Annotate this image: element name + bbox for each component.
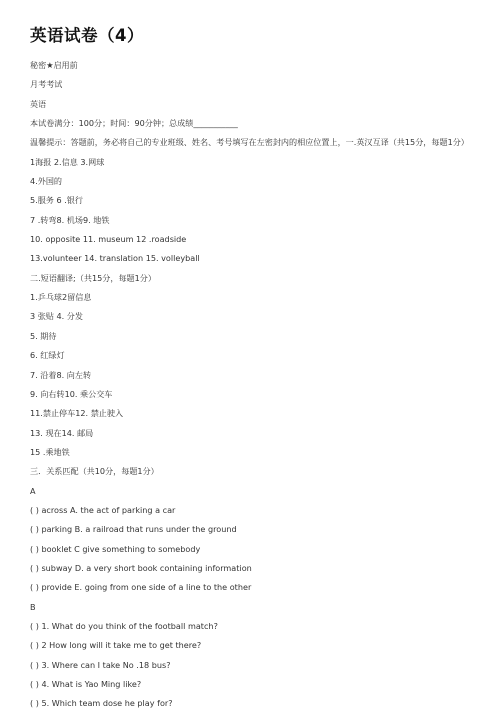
text-line: 秘密★启用前 bbox=[30, 60, 78, 70]
text-line: 13.volunteer 14. translation 15. volleyball bbox=[30, 253, 200, 264]
text-line: 1.乒乓球2留信息 bbox=[30, 292, 92, 303]
text-line: 5. 期待 bbox=[30, 330, 57, 341]
text-line: ( ) parking B. a railroad that runs under the ground bbox=[30, 524, 237, 535]
text-line: B bbox=[30, 601, 36, 612]
text-line: ( ) booklet C give something to somebody bbox=[30, 543, 201, 554]
text-line: 7 .转弯8. 机场9. 地铁 bbox=[30, 214, 110, 225]
text-line: 本试卷满分：100分；时间：90分钟；总成绩___________ bbox=[30, 118, 238, 129]
text-line: ( ) provide E. going from one side of a line to the other bbox=[30, 582, 252, 593]
text-line: 13. 现在14. 邮局 bbox=[30, 427, 94, 438]
text-line: 3 张贴 4. 分发 bbox=[30, 311, 83, 322]
text-line: 4.外国的 bbox=[30, 176, 63, 187]
text-line: 温馨提示：答题前，务必将自己的专业班级、姓名、考号填写在左密封内的相应位置上，一.英汉互译（共15分，每题1分） bbox=[30, 137, 469, 148]
text-line: 1海报 2.信息 3.网球 bbox=[30, 156, 105, 167]
text-line: 7. 沿着8. 向左转 bbox=[30, 369, 92, 380]
text-line: 5.服务 6 .银行 bbox=[30, 195, 83, 206]
text-line: ( ) 2 How long will it take me to get there? bbox=[30, 640, 202, 651]
text-line: 15 .乘地铁 bbox=[30, 446, 70, 457]
text-line: 月考考试 bbox=[30, 79, 63, 90]
text-line: ( ) 3. Where can I take No .18 bus? bbox=[30, 659, 171, 670]
document-body bbox=[30, 56, 500, 714]
text-line: 三．关系匹配（共10分，每题1分） bbox=[30, 466, 159, 477]
text-line: ( ) 4. What is Yao Ming like? bbox=[30, 679, 142, 689]
text-line: 10. opposite 11. museum 12 .roadside bbox=[30, 234, 187, 245]
text-line: 英语 bbox=[30, 98, 47, 109]
text-line: 11.禁止停车12. 禁止驶入 bbox=[30, 408, 124, 419]
text-line: ( ) across A. the act of parking a car bbox=[30, 504, 176, 515]
text-line: 二.短语翻译;（共15分，每题1分） bbox=[30, 272, 156, 283]
text-line: A bbox=[30, 485, 36, 496]
text-line: 9. 向右转10. 乘公交车 bbox=[30, 388, 113, 399]
text-line: 6. 红绿灯 bbox=[30, 350, 65, 361]
text-line: ( ) subway D. a very short book containing information bbox=[30, 562, 252, 573]
text-line: ( ) 5. Which team dose he play for? bbox=[30, 698, 173, 709]
document-title: 英语试卷（4） bbox=[30, 26, 144, 45]
text-line: ( ) 1. What do you think of the football match? bbox=[30, 620, 218, 631]
